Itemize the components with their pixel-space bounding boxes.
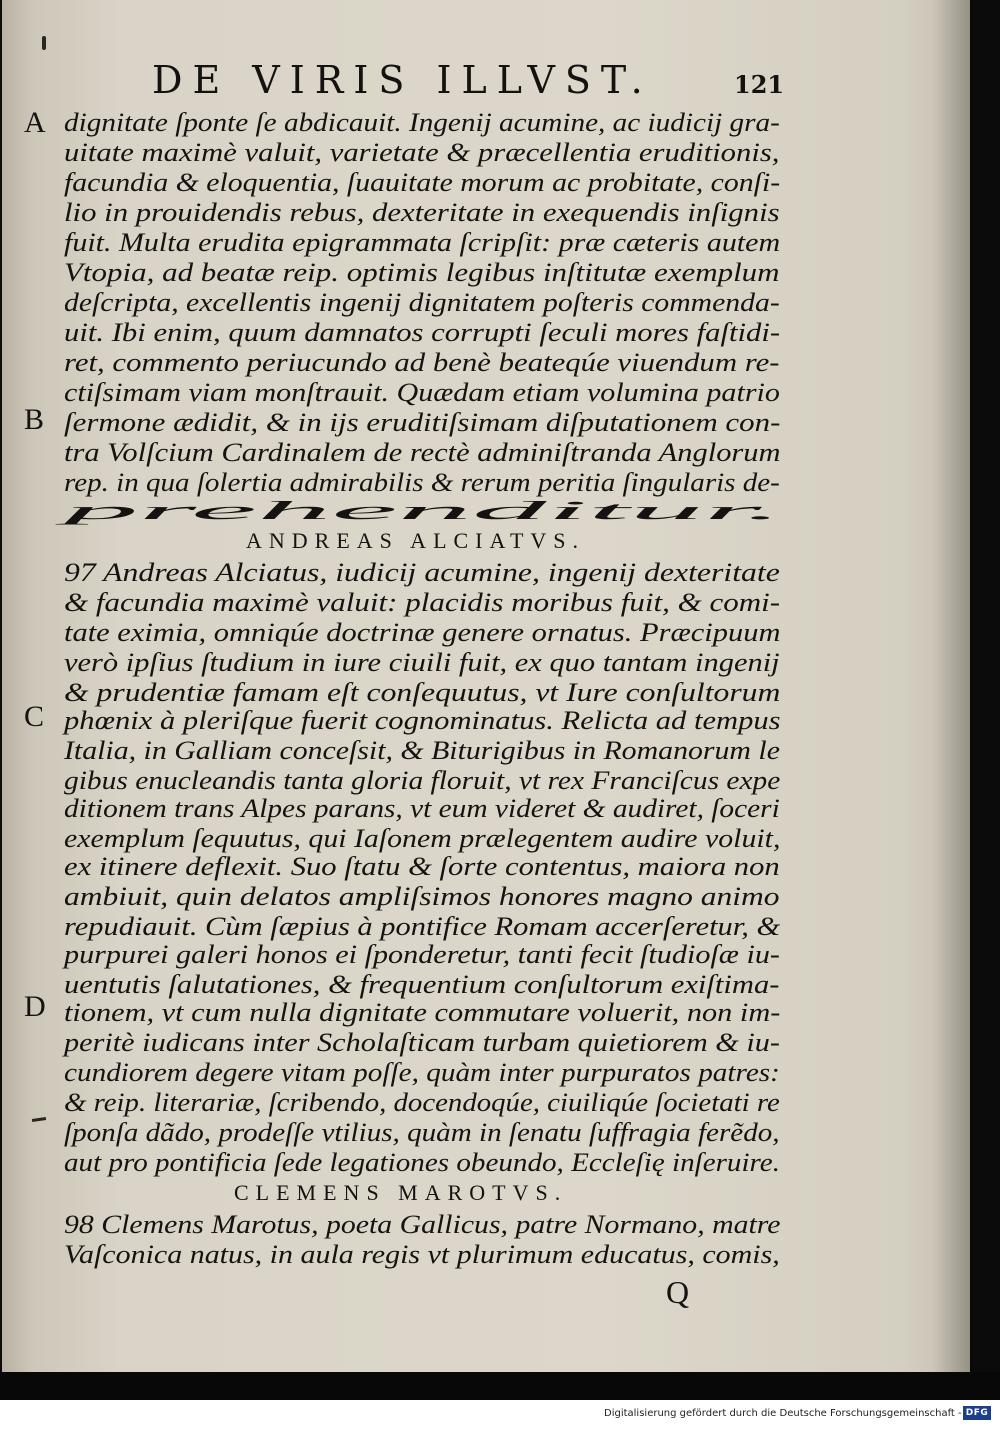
section-heading-alciatus: ANDREAS ALCIATVS.	[246, 528, 586, 553]
text-line: deſcripta, excellentis ingenij dignitatem poſteris commenda-	[64, 288, 780, 317]
text-line: lio in prouidendis rebus, dexteritate in exequendis inſignis	[64, 198, 780, 227]
text-line: ex itinere deflexit. Suo ſtatu & ſorte contentus, maiora non	[64, 852, 780, 881]
text-line: fuit. Multa erudita epigrammata ſcripſit: præ cæteris autem	[64, 228, 781, 257]
text-line: uentutis ſalutationes, & frequentium conſultorum exiſtima-	[64, 970, 780, 999]
text-line: Vtopia, ad beatæ reip. optimis legibus inſtitutæ exemplum	[64, 258, 780, 287]
text-line: ſermone ædidit, & in ijs eruditiſsimam diſputationem con-	[64, 408, 781, 437]
text-line: ctiſsimam viam monſtrauit. Quædam etiam volumina patrio	[64, 378, 780, 407]
text-line: 98 Clemens Marotus, poeta Gallicus, patre Normano, matre	[64, 1210, 781, 1239]
text-line: verò ipſius ſtudium in iure ciuili fuit, ex quo tantam ingenij	[64, 648, 780, 677]
text-line: exemplum ſequutus, qui Iaſonem prælegentem audire voluit,	[64, 824, 781, 853]
page-number: 121	[734, 70, 785, 99]
text-line: repudiauit. Cùm ſæpius à pontifice Romam accerſeretur, &	[64, 912, 781, 941]
text-line: Italia, in Galliam conceſsit, & Biturigibus in Romanorum le	[64, 736, 780, 765]
margin-letter-c: C	[24, 700, 45, 733]
dfg-logo: DFG	[963, 1406, 991, 1420]
text-line: 97 Andreas Alciatus, iudicij acumine, ingenij dexteritate	[64, 558, 780, 587]
text-line: & reip. literariæ, ſcribendo, docendoqúe, ciuiliqúe ſocietati re	[64, 1088, 780, 1117]
text-line: ſponſa dãdo, prodeſſe vtilius, quàm in ſenatu ſuffragia ferẽdo,	[64, 1118, 780, 1147]
text-line: gibus enucleandis tanta gloria floruit, vt rex Franciſcus expe	[64, 766, 781, 795]
running-head: DE VIRIS ILLVST.	[152, 58, 653, 102]
text-line: purpurei galeri honos ei ſponderetur, tanti fecit ſtudioſæ iu-	[64, 940, 780, 969]
ink-mark	[42, 36, 46, 50]
text-line: cundiorem degere vitam poſſe, quàm inter purpuratos patres:	[64, 1058, 780, 1087]
text-line: peritè iudicans inter Scholaſticam turbam quietiorem & iu-	[64, 1028, 781, 1057]
text-line: tionem, vt cum nulla dignitate commutare voluerit, non im-	[64, 998, 781, 1027]
margin-letter-b: B	[24, 403, 45, 436]
margin-letter-d: D	[24, 990, 46, 1023]
section-heading-marotus: CLEMENS MAROTVS.	[234, 1180, 568, 1205]
text-line: ditionem trans Alpes parans, vt eum videret & audiret, ſoceri	[64, 794, 780, 823]
ink-mark	[32, 1117, 46, 1122]
text-line: facundia & eloquentia, ſuauitate morum ac probitate, conſi-	[64, 168, 781, 197]
text-line: dignitate ſponte ſe abdicauit. Ingenij acumine, ac iudicij gra-	[64, 108, 780, 137]
text-line: uit. Ibi enim, quum damnatos corrupti ſeculi mores faſtidi-	[64, 318, 781, 347]
scan-bottom-edge	[0, 1372, 1000, 1400]
text-line: & prudentiæ famam eſt conſequutus, vt Iure conſultorum	[64, 678, 781, 707]
margin-letter-a: A	[24, 106, 46, 139]
book-page	[2, 0, 970, 1400]
text-line: tate eximia, omniqúe doctrinæ genere ornatus. Præcipuum	[64, 618, 781, 647]
text-line: Vaſconica natus, in aula regis vt plurimum educatus, comis,	[64, 1240, 780, 1269]
text-line: aut pro pontificia ſede legationes obeundo, Eccleſię inſeruire.	[64, 1148, 780, 1177]
text-line: & facundia maximè valuit: placidis moribus fuit, & comi-	[64, 588, 781, 617]
text-line: ret, commento periucundo ad benè beateqúe viuendum re-	[64, 348, 780, 377]
text-line: uitate maximè valuit, varietate & præcellentia eruditionis,	[64, 138, 780, 167]
signature-mark: Q	[666, 1274, 690, 1310]
funding-notice: Digitalisierung gefördert durch die Deutsche Forschungsgemeinschaft -	[604, 1408, 962, 1419]
text-line: prehenditur.	[64, 496, 783, 525]
text-line: rep. in qua ſolertia admirabilis & rerum peritia ſingularis de-	[64, 468, 780, 497]
text-line: tra Volſcium Cardinalem de rectè adminiſtranda Anglorum	[64, 438, 781, 467]
text-line: ambiuit, quin delatos ampliſsimos honores magno animo	[64, 882, 780, 911]
text-line: phœnix à pleriſque fuerit cognominatus. Relicta ad tempus	[64, 706, 781, 735]
page-edge-shadow	[932, 0, 972, 1400]
